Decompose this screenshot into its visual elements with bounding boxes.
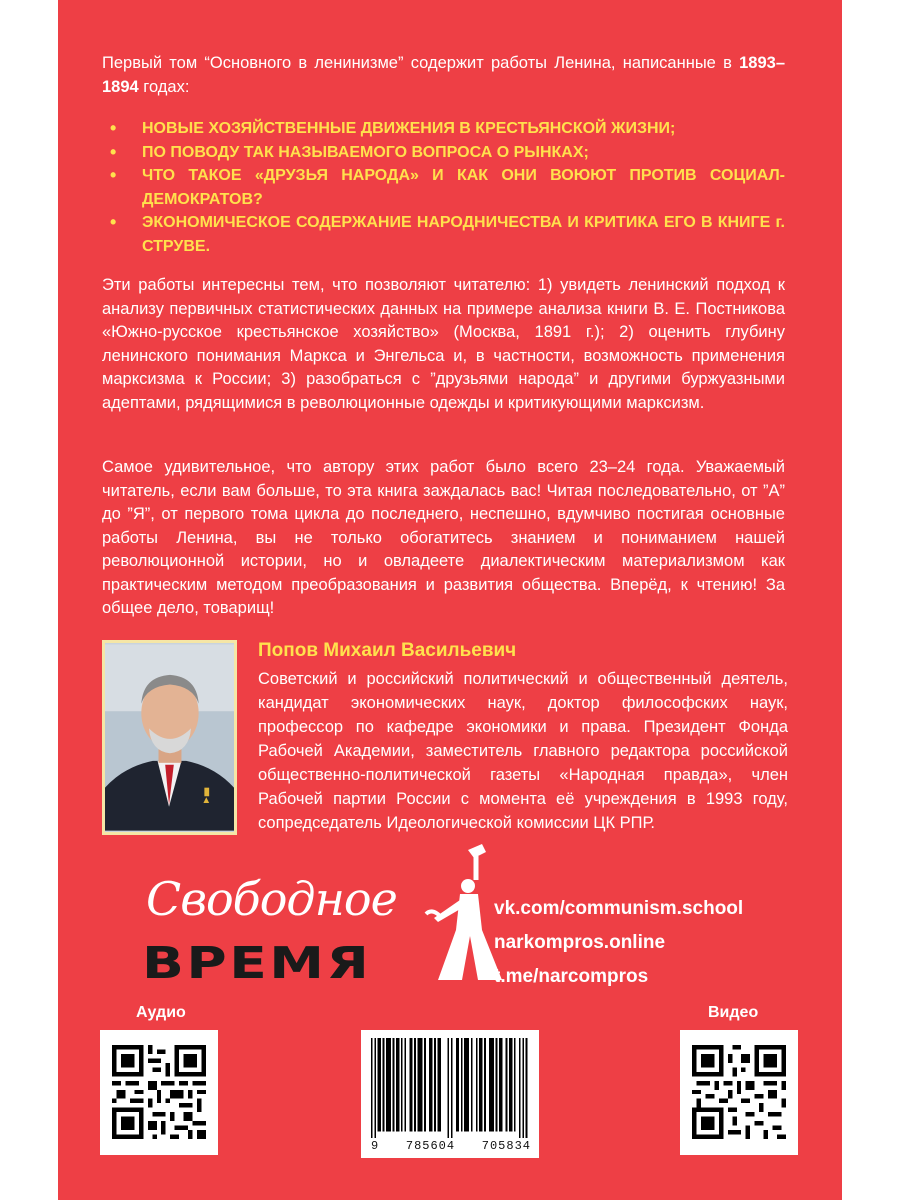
publisher-logo <box>138 862 498 992</box>
author-bio: Советский и российский политический и общественный деятель, кандидат экономических наук, доктор философских наук, профессор по кафедре экономики и права. Президент Фонда Рабочей Академии, заместитель главного редактора российской общественно-политической газеты «Народная правда», член Рабочей партии России с момента её учреждения в 1993 году, сопредседатель Идеологической комиссии ЦК РПР. <box>258 670 788 832</box>
logo-block-text: ВРЕМЯ <box>142 938 372 989</box>
author-photo <box>102 640 237 835</box>
back-cover <box>58 0 842 1200</box>
qr-video-label: Видео <box>708 1004 759 1021</box>
works-list <box>102 117 785 258</box>
qr-video-icon <box>692 1042 786 1142</box>
qr-audio-icon <box>112 1042 206 1142</box>
work-item: • ЭКОНОМИЧЕСКОЕ СОДЕРЖАНИЕ НАРОДНИЧЕСТВА И КРИТИКА ЕГО В КНИГЕ г. СТРУВЕ. <box>102 211 785 258</box>
intro-paragraph <box>102 52 785 99</box>
isbn-digit-prefix: 9 <box>371 1139 380 1153</box>
author-portrait-image <box>105 643 234 832</box>
link-narkompros[interactable]: narkompros.online <box>494 932 666 953</box>
logo-script-text: Свободное <box>146 872 397 926</box>
qr-code-audio[interactable] <box>100 1030 218 1155</box>
work-item: • ЧТО ТАКОЕ «ДРУЗЬЯ НАРОДА» И КАК ОНИ ВОЮЮТ ПРОТИВ СОЦИАЛ-ДЕМОКРАТОВ? <box>102 164 785 211</box>
qr-audio-label: Аудио <box>136 1004 186 1021</box>
link-telegram[interactable]: t.me/narcompros <box>494 966 649 987</box>
link-vk[interactable]: vk.com/communism.school <box>494 898 744 919</box>
intro-text-end: годах: <box>138 77 190 96</box>
description-paragraph: Эти работы интересны тем, что позволяют читателю: 1) увидеть ленинский подход к анализу первичных статистических данных на примере анализа книги В. Е. Постникова «Южно-русское крестьянское хозяйство» (Москва, 1891 г.); 2) оценить глубину ленинского понимания Маркса и Энгельса и, в частности, возможность применения марксизма к России; 3) разобраться с ”друзьями народа” и другими буржуазными адептами, рядящимися в революционные одежды и критикующими марксизм. <box>102 276 785 412</box>
author-name: Попов Михаил Васильевич <box>258 640 517 661</box>
qr-code-video[interactable] <box>680 1030 798 1155</box>
isbn-digits-right: 705834 <box>481 1139 531 1153</box>
work-item: • НОВЫЕ ХОЗЯЙСТВЕННЫЕ ДВИЖЕНИЯ В КРЕСТЬЯНСКОЙ ЖИЗНИ; <box>102 117 785 141</box>
contact-links <box>494 892 743 994</box>
intro-text: Первый том “Основного в ленинизме” содержит работы Ленина, написанные в <box>102 54 740 72</box>
barcode-bars-icon <box>371 1038 529 1138</box>
isbn-barcode <box>361 1030 539 1158</box>
work-item: • ПО ПОВОДУ ТАК НАЗЫВАЕМОГО ВОПРОСА О РЫНКАХ; <box>102 141 785 165</box>
intro-years: 1893–1894 <box>102 54 785 96</box>
isbn-digits-left: 785604 <box>405 1139 456 1153</box>
appeal-paragraph: Самое удивительное, что автору этих работ было всего 23–24 года. Уважаемый читатель, если вам больше, то эта книга заждалась вас! Читая последовательно, от ”А” до ”Я”, от первого тома цикла до последнего, неспешно, вдумчиво постигая основные работы Ленина, вы не только обогатитесь знанием и пониманием нашей революционной истории, но и овладеете диалектическим материализмом как практическим методом преобразования и развития общества. Вперёд, к чтению! За общее дело, товарищ! <box>102 458 785 617</box>
isbn-number <box>371 1139 531 1153</box>
